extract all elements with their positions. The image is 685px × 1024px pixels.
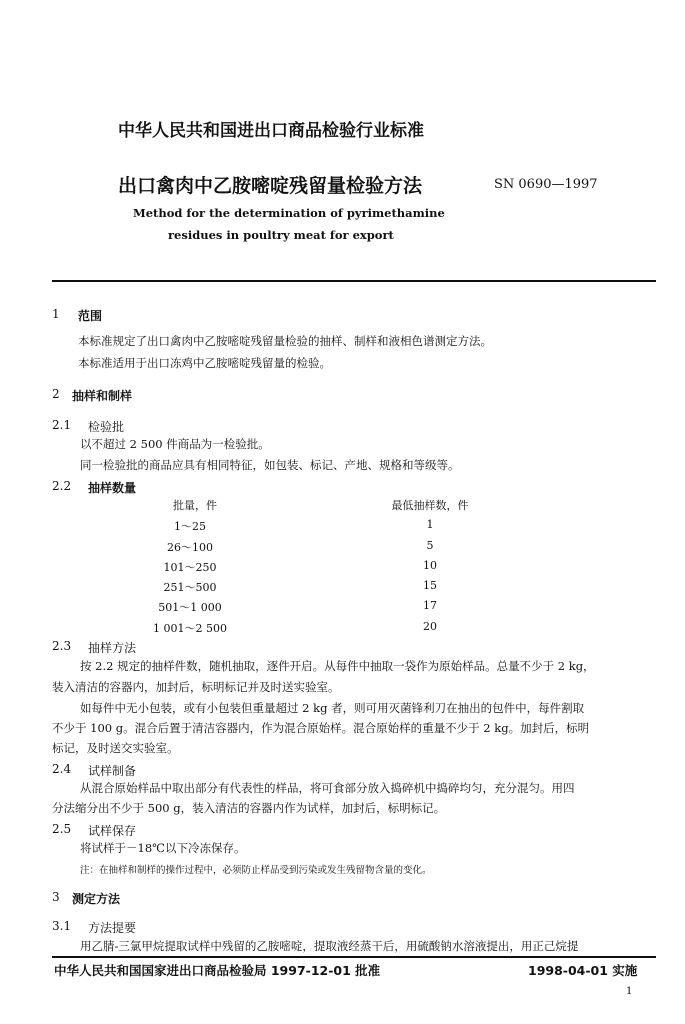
table-cell-min: 17 (423, 599, 437, 612)
section-2-3-para-1b: 装入清洁的容器内，加封后，标明标记并及时送实验室。 (52, 680, 340, 694)
section-2-3-para-2b: 不少于 100 g。混合后置于清洁容器内，作为混合原始样。混合原始样的重量不少于 2 kg。加封后，标明 (52, 721, 590, 735)
section-3-title: 测定方法 (72, 892, 121, 906)
table-cell-range: 26～100 (167, 541, 213, 554)
section-2-4-title: 试样制备 (88, 764, 137, 778)
footer-issuer: 中华人民共和国国家进出口商品检验局 1997-12-01 批准 (54, 963, 381, 978)
section-2-3-number: 2.3 (52, 639, 72, 653)
section-2-3-para-2a: 如每件中无小包装，或有小包装但重量超过 2 kg 者，则可用灭菌锋利刀在抽出的包件中，每件割取 (80, 701, 585, 715)
section-3-1-title: 方法提要 (88, 921, 137, 935)
page-number: 1 (626, 986, 633, 997)
table-cell-min: 15 (423, 579, 437, 592)
section-2-3-para-2c: 标记，及时送交实验室。 (52, 741, 179, 755)
section-2-1-number: 2.1 (52, 418, 72, 432)
footer-divider (52, 956, 656, 958)
section-2-1-para-1: 以不超过 2 500 件商品为一检验批。 (80, 437, 270, 451)
table-cell-range: 501～1 000 (158, 601, 222, 614)
section-2-4-para-1a: 从混合原始样品中取出部分有代表性的样品，将可食部分放入捣碎机中捣碎均匀，充分混匀。用四 (80, 781, 575, 795)
table-cell-range: 251～500 (163, 581, 217, 594)
header-divider (52, 280, 656, 282)
section-2-2-title: 抽样数量 (88, 481, 137, 495)
section-1-para-2: 本标准适用于出口冻鸡中乙胺嘧啶残留量的检验。 (78, 356, 331, 370)
table-cell-min: 5 (426, 539, 434, 552)
table-cell-range: 101～250 (163, 561, 217, 574)
section-1-title: 范围 (78, 309, 103, 323)
section-2-2-number: 2.2 (52, 479, 72, 493)
table-header-batch: 批量，件 (173, 499, 217, 512)
section-2-5-number: 2.5 (52, 822, 72, 836)
table-cell-min: 20 (423, 620, 437, 633)
section-3-number: 3 (52, 890, 60, 904)
section-1-number: 1 (52, 307, 60, 321)
agency-title: 中华人民共和国进出口商品检验行业标准 (118, 121, 424, 141)
section-3-1-para-1: 用乙腈-三氯甲烷提取试样中残留的乙胺嘧啶，提取液经蒸干后，用硫酸钠水溶液提出，用正己烷提 (80, 939, 579, 953)
table-cell-range: 1～25 (174, 520, 206, 533)
section-2-3-para-1a: 按 2.2 规定的抽样件数，随机抽取，逐件开启。从每件中抽取一袋作为原始样品。总量不少于 2 kg， (80, 659, 595, 673)
section-2-number: 2 (52, 387, 60, 401)
section-2-1-para-2: 同一检验批的商品应具有相同特征，如包装、标记、产地、规格和等级等。 (80, 458, 460, 472)
table-cell-min: 1 (426, 518, 434, 531)
section-1-para-1: 本标准规定了出口禽肉中乙胺嘧啶残留量检验的抽样、制样和液相色谱测定方法。 (78, 334, 492, 348)
section-2-1-title: 检验批 (88, 420, 125, 434)
english-title-line1: Method for the determination of pyrimethamine (133, 206, 445, 220)
standard-code: SN 0690—1997 (494, 177, 598, 192)
section-2-5-title: 试样保存 (88, 824, 137, 838)
english-title-line2: residues in poultry meat for export (168, 228, 394, 242)
section-2-3-title: 抽样方法 (88, 641, 137, 655)
section-2-4-para-1b: 分法缩分出不少于 500 g，装入清洁的容器内作为试样，加封后，标明标记。 (52, 801, 446, 815)
section-3-1-number: 3.1 (52, 919, 72, 933)
footer-effective-date: 1998-04-01 实施 (528, 963, 638, 978)
section-2-4-number: 2.4 (52, 762, 72, 776)
section-2-title: 抽样和制样 (72, 389, 133, 403)
section-2-5-note: 注：在抽样和制样的操作过程中，必须防止样品受到污染或发生残留物含量的变化。 (80, 865, 432, 876)
table-cell-range: 1 001～2 500 (153, 622, 227, 635)
table-cell-min: 10 (423, 559, 437, 572)
table-header-min-samples: 最低抽样数，件 (391, 499, 469, 512)
document-title: 出口禽肉中乙胺嘧啶残留量检验方法 (118, 175, 423, 197)
section-2-5-para-1: 将试样于－18℃以下冷冻保存。 (80, 841, 246, 855)
